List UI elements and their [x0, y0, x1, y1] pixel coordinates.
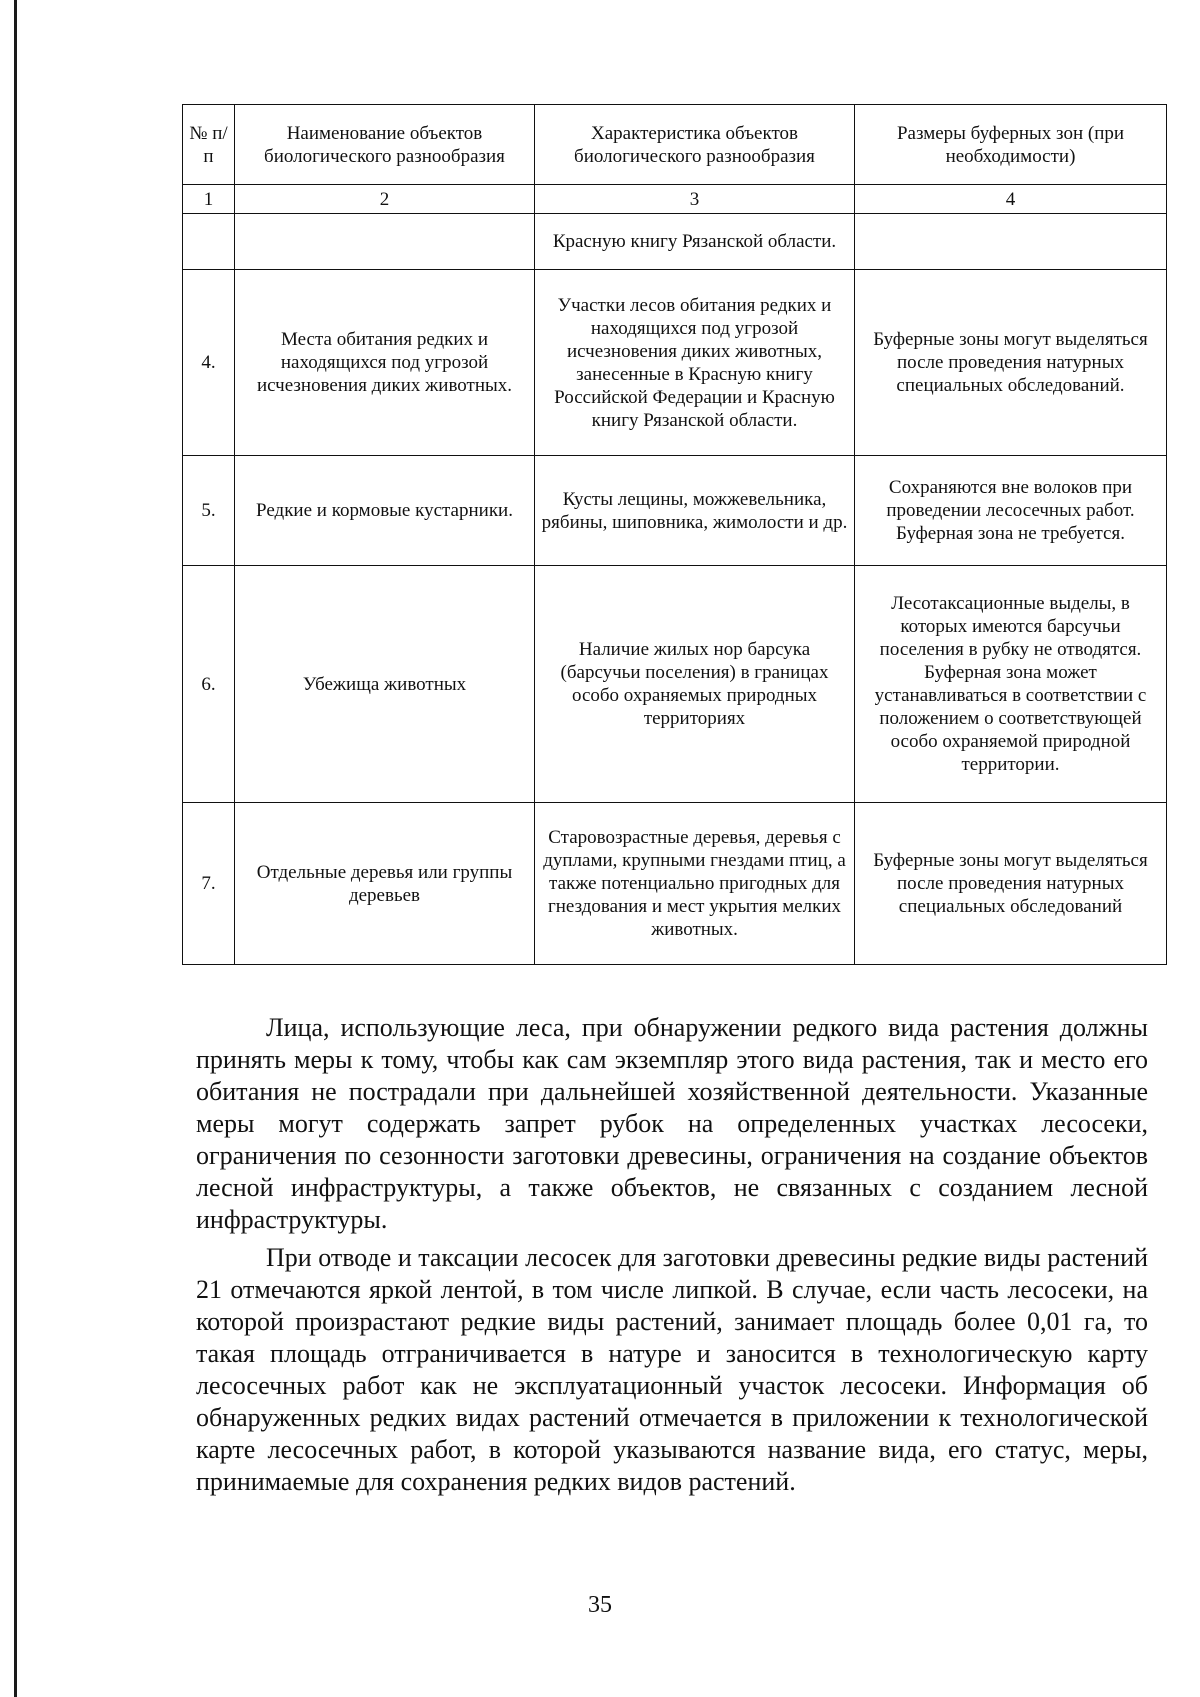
buffer-zone: Лесотаксационные выделы, в которых имеются барсучьи поселения в рубку не отводятся. Буферная зона может устанавливаться в соответствии с положением о соответствующей особо охраняемой природной территории. [855, 566, 1167, 803]
object-name: Редкие и кормовые кустарники. [235, 456, 535, 566]
table-row [183, 456, 1167, 566]
row-number: 4. [183, 270, 235, 456]
object-characteristic: Кусты лещины, можжевельника, рябины, шиповника, жимолости и др. [535, 456, 855, 566]
table-header-row [183, 105, 1167, 185]
object-name: Убежища животных [235, 566, 535, 803]
object-name: Отдельные деревья или группы деревьев [235, 803, 535, 965]
table-row [183, 214, 1167, 270]
paragraph-rare-plants-measures [196, 1012, 1148, 1236]
buffer-zone: Сохраняются вне волоков при проведении лесосечных работ. Буферная зона не требуется. [855, 456, 1167, 566]
row-number: 6. [183, 566, 235, 803]
buffer-zone [855, 214, 1167, 270]
paragraph-text: Лица, использующие леса, при обнаружении редкого вида растения должны принять меры к тому, чтобы как сам экземпляр этого вида растения, так и место его обитания не пострадали при дальнейшей хозяйственной деятельности. Указанные меры могут содержать запрет рубок на определенных участках лесосеки, ограничения по сезонности заготовки древесины, ограничения на создание объектов лесной инфраструктуры, а также объектов, не связанных с созданием лесной инфраструктуры. [196, 1013, 1148, 1234]
object-name: Места обитания редких и находящихся под угрозой исчезновения диких животных. [235, 270, 535, 456]
column-number: 2 [235, 185, 535, 214]
header-characteristic: Характеристика объектов биологического разнообразия [535, 105, 855, 185]
object-characteristic: Красную книгу Рязанской области. [535, 214, 855, 270]
paragraph-text: При отводе и таксации лесосек для заготовки древесины редкие виды растений 21 отмечаются яркой лентой, в том числе липкой. В случае, если часть лесосеки, на которой произрастают редкие виды растений, занимает площадь более 0,01 га, то такая площадь отграничивается в натуре и заносится в технологическую карту лесосечных работ как не эксплуатационный участок лесосеки. Информация об обнаруженных редких видах растений отмечается в приложении к технологической карте лесосечных работ, в которой указываются название вида, его статус, меры, принимаемые для сохранения редких видов растений. [196, 1243, 1148, 1496]
column-number: 1 [183, 185, 235, 214]
row-number: 5. [183, 456, 235, 566]
table-row [183, 803, 1167, 965]
column-number: 3 [535, 185, 855, 214]
header-object-name: Наименование объектов биологического разнообразия [235, 105, 535, 185]
object-characteristic: Участки лесов обитания редких и находящихся под угрозой исчезновения диких животных, занесенные в Красную книгу Российской Федерации и Красную книгу Рязанской области. [535, 270, 855, 456]
column-number: 4 [855, 185, 1167, 214]
scan-edge-line [14, 0, 17, 1697]
row-number: 7. [183, 803, 235, 965]
paragraph-cutting-area-marking [196, 1242, 1148, 1498]
header-number: № п/п [183, 105, 235, 185]
header-buffer-zone: Размеры буферных зон (при необходимости) [855, 105, 1167, 185]
buffer-zone: Буферные зоны могут выделяться после проведения натурных специальных обследований. [855, 270, 1167, 456]
object-characteristic: Старовозрастные деревья, деревья с дуплами, крупными гнездами птиц, а также потенциально пригодных для гнездования и мест укрытия мелких животных. [535, 803, 855, 965]
page-number: 35 [588, 1592, 612, 1618]
table-row [183, 270, 1167, 456]
object-name [235, 214, 535, 270]
row-number [183, 214, 235, 270]
object-characteristic: Наличие жилых нор барсука (барсучьи поселения) в границах особо охраняемых природных территориях [535, 566, 855, 803]
column-number-row [183, 185, 1167, 214]
buffer-zone: Буферные зоны могут выделяться после проведения натурных специальных обследований [855, 803, 1167, 965]
table-row [183, 566, 1167, 803]
biodiversity-table [182, 104, 1167, 965]
